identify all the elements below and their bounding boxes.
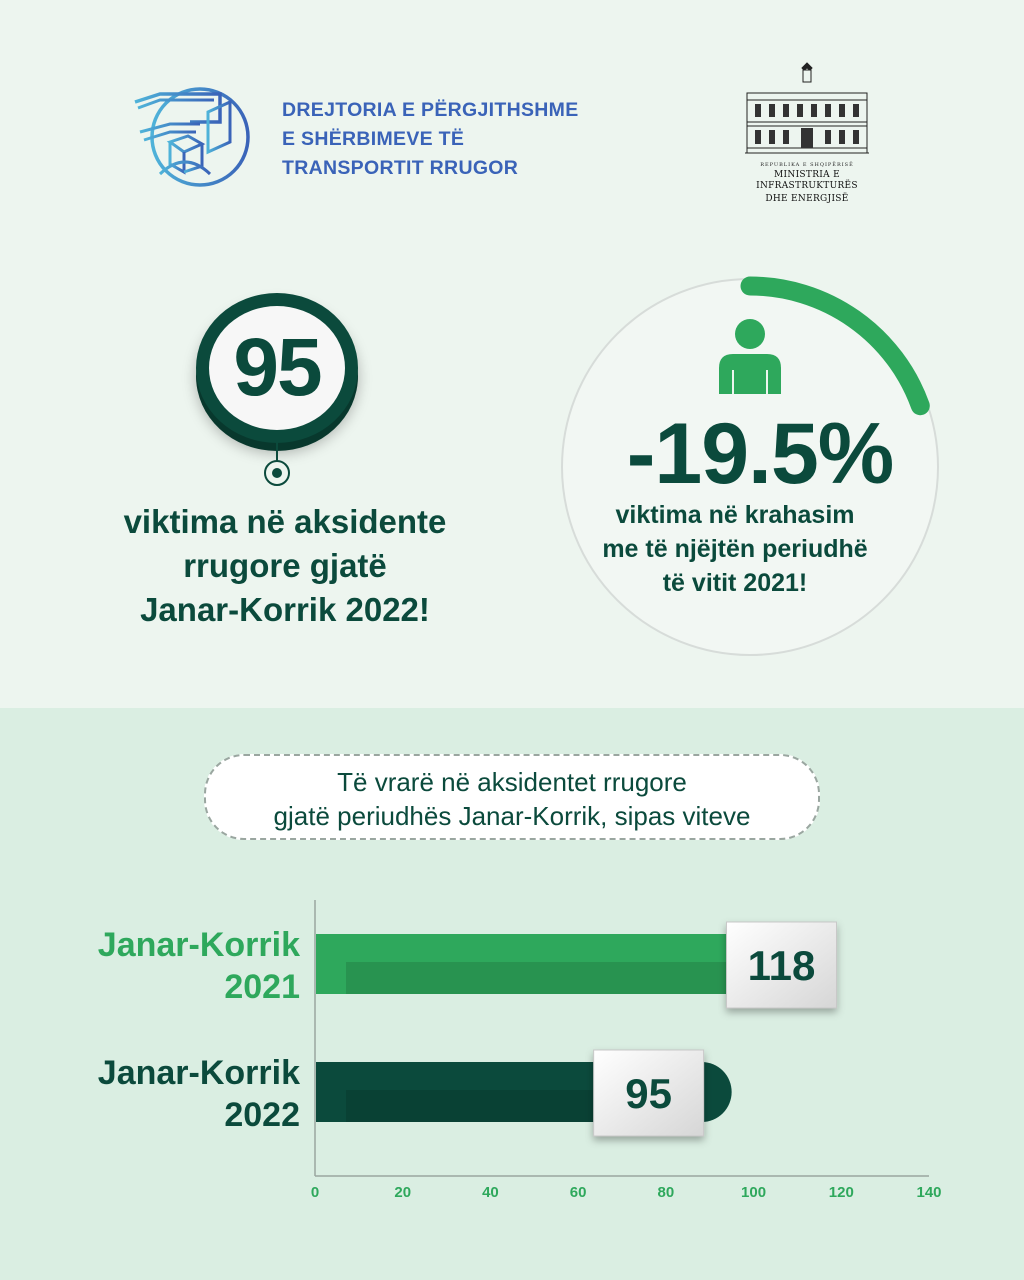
x-tick-label: 80 <box>657 1184 675 1201</box>
chart-title-line: Të vrarë në aksidentet rrugore <box>337 767 687 797</box>
change-description <box>580 498 890 600</box>
x-tick-label: 120 <box>828 1184 854 1201</box>
x-tick-label: 40 <box>482 1184 499 1201</box>
victims-description <box>60 500 510 632</box>
victims-description-line: Janar-Korrik 2022! <box>140 591 430 628</box>
category-label: 2022 <box>224 1096 300 1134</box>
ministry-name-line: DHE ENERGJISË <box>765 194 849 204</box>
victims-description-line: viktima në aksidente <box>123 503 447 540</box>
pin-dot-icon <box>264 460 290 486</box>
victims-count: 95 <box>233 322 321 413</box>
agency-name-line: E SHËRBIMEVE TË <box>282 128 465 150</box>
person-icon <box>717 318 783 394</box>
bar-square-start <box>316 1062 346 1122</box>
x-tick-label: 60 <box>569 1184 587 1201</box>
category-label: Janar-Korrik <box>97 926 300 964</box>
change-percent: -19.5% <box>626 406 894 502</box>
x-tick-label: 0 <box>310 1184 320 1201</box>
x-tick-label: 140 <box>916 1184 942 1201</box>
category-label: Janar-Korrik <box>97 1054 300 1092</box>
ministry-logo <box>722 60 892 204</box>
pin-line <box>276 440 278 462</box>
agency-name <box>282 96 622 183</box>
agency-logo-icon <box>130 82 255 192</box>
agency-name-line: DREJTORIA E PËRGJITHSHME <box>282 99 579 121</box>
change-description-line: me të njëjtën periudhë <box>602 535 868 563</box>
agency-name-line: TRANSPORTIT RRUGOR <box>282 157 519 179</box>
change-description-line: viktima në krahasim <box>615 501 855 529</box>
bar-chart <box>0 880 1024 1220</box>
chart-title-line: gjatë periudhës Janar-Korrik, sipas viteve <box>273 801 751 831</box>
bar-square-start <box>316 934 346 994</box>
change-description-line: të vitit 2021! <box>662 569 808 597</box>
victims-badge <box>196 293 358 443</box>
x-tick-label: 100 <box>741 1184 767 1201</box>
ministry-building-icon <box>737 60 877 160</box>
ministry-name-line: MINISTRIA E INFRASTRUKTURËS <box>756 170 858 191</box>
ministry-republic: REPUBLIKA E SHQIPËRISË <box>760 162 854 168</box>
x-tick-label: 20 <box>394 1184 412 1201</box>
category-label: 2021 <box>224 968 300 1006</box>
bar-value-label: 118 <box>747 942 816 989</box>
bar-value-label: 95 <box>625 1070 673 1117</box>
victims-description-line: rrugore gjatë <box>183 547 387 584</box>
chart-title <box>204 754 820 840</box>
